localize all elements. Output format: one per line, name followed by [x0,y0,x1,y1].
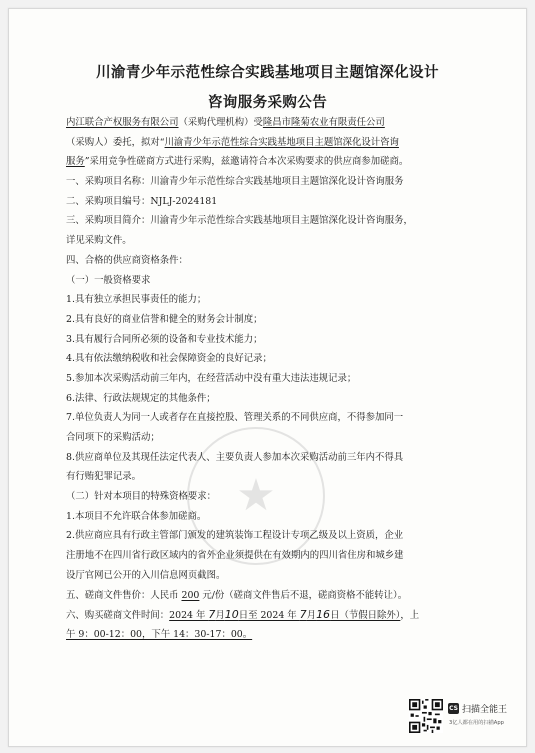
document-line [66,448,464,468]
handwritten-date-digit: 7 [299,608,307,622]
document-title-line-2: 咨询服务采购公告 [207,94,328,111]
document-text: （一）一般资格要求 [66,274,151,286]
document-text: 1.具有独立承担民事责任的能力； [66,294,207,306]
document-text: ，上 [400,610,420,622]
document-text: 3.具有履行合同所必须的设备和专业技术能力； [66,333,263,345]
document-line [66,428,464,448]
underlined-text: 隆昌市隆菊农业有限责任公司 [262,117,385,128]
scanner-app-name: 扫描全能王 [462,705,508,715]
document-line [66,192,464,212]
document-line [66,251,464,271]
document-text: 二、采购项目编号：NJLJ-2024181 [66,195,218,207]
document-text: 有行贿犯罪记录。 [66,471,142,483]
underlined-text: 月 [306,610,317,622]
document-line [66,271,464,291]
document-line [66,349,464,369]
document-line [66,605,464,625]
document-text: 2.具有良好的商业信誉和健全的财务会计制度； [66,313,263,325]
document-text: 五、磋商文件售价：人民币 [66,589,182,601]
underlined-text: 2024 年 [169,610,209,622]
document-line [66,507,464,527]
document-line [66,133,464,153]
document-text: 合同项下的采购活动； [66,432,160,443]
document-line [66,152,464,172]
document-line [66,566,464,586]
camscanner-logo: CS [449,705,458,712]
qr-code-icon [409,699,443,733]
document-text: （二）针对本项目的特殊资格要求： [66,491,217,503]
underlined-text: 午 9：00-12：00，下午 14：30-17：00。 [66,628,253,640]
document-text: 1.本项目不允许联合体参加磋商。 [66,510,207,522]
document-text: 8.供应商单位及其现任法定代表人、主要负责人参加本次采购活动前三年内不得具 [66,451,404,463]
document-line [66,389,464,409]
document-line [66,586,464,606]
document-text: 一、采购项目名称：川渝青少年示范性综合实践基地项目主题馆深化设计咨询服务 [66,176,404,188]
document-line [66,290,464,310]
document-line [66,526,464,546]
document-line [66,211,464,231]
document-body [66,113,464,645]
document-text: （采购代理机构）受 [178,117,263,128]
scanner-app-tagline: 3亿人都在用的扫描App [449,720,504,726]
document-text: 4.具有依法缴纳税收和社会保障资金的良好记录； [66,353,272,365]
document-line [66,231,464,251]
document-line [66,625,464,645]
document-line [66,408,464,428]
document-line [66,113,464,133]
underlined-text: 内江联合产权服务有限公司 [66,117,179,128]
document-text: （采购人）委托，拟对“ [66,136,165,148]
document-text: 2.供应商应具有行政主管部门颁发的建筑装饰工程设计专项乙级及以上资质，企业 [66,530,404,542]
document-page [8,8,527,747]
document-text: 详见采购文件。 [66,235,132,247]
document-text: 四、合格的供应商资格条件： [66,254,188,266]
document-text: 六、购买磋商文件时间： [66,610,170,622]
handwritten-date-digit: 7 [208,608,216,622]
document-text: 设厅官网已公开的入川信息网页截图。 [66,569,226,581]
underlined-text: 日至 2024 年 [238,610,300,622]
underlined-text: 服务 [66,156,85,168]
document-title-line-1: 川渝青少年示范性综合实践基地项目主题馆深化设计 [96,64,439,81]
document-text: 6.法律、行政法规规定的其他条件； [66,392,216,404]
document-text: 三、采购项目简介：川渝青少年示范性综合实践基地项目主题馆深化设计咨询服务， [66,215,413,227]
handwritten-date-digit: 10 [224,608,239,622]
document-line [66,310,464,330]
document-text: 5.参加本次采购活动前三年内，在经营活动中没有重大违法违规记录； [66,372,357,384]
handwritten-date-digit: 16 [316,608,331,622]
underlined-text: 日（节假日除外） [330,610,401,622]
document-text: 注册地不在四川省行政区域内的省外企业须提供在有效期内的四川省住房和城乡建 [66,550,404,562]
star-icon: ★ [236,470,276,521]
document-line [66,330,464,350]
document-text: ”采用竞争性磋商方式进行采购，兹邀请符合本次采购要求的供应商参加磋商。 [84,156,409,168]
document-line [66,172,464,192]
document-line [66,467,464,487]
underlined-text: 200 [181,589,200,601]
underlined-text: 月 [215,610,225,622]
document-text: 7.单位负责人为同一人或者存在直接控股、管理关系的不同供应商，不得参加同一 [66,412,404,424]
document-text: 元/份（磋商文件售后不退，磋商资格不能转让）。 [199,589,408,601]
document-line [66,546,464,566]
document-line [66,487,464,507]
underlined-text: 川渝青少年示范性综合实践基地项目主题馆深化设计咨询 [164,136,399,148]
document-line [66,369,464,389]
